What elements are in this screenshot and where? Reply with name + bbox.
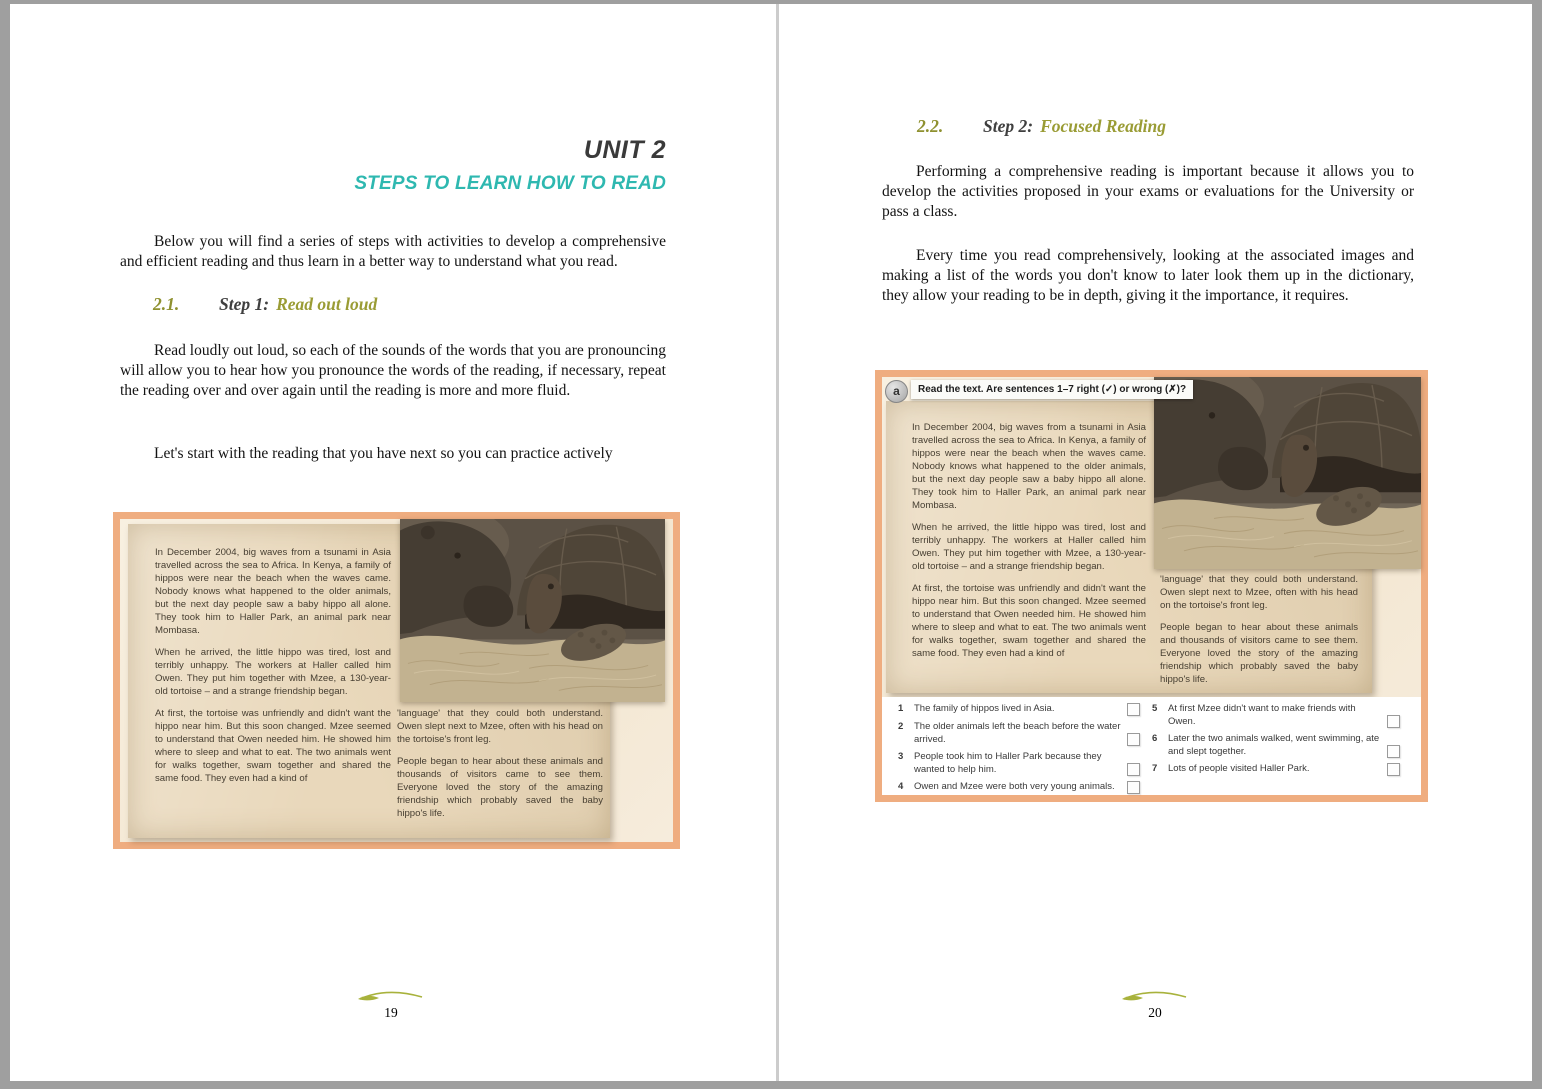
story-paragraph: 'language' that they could both understand. Owen slept next to Mzee, often with his head on the tortoise's front leg. bbox=[397, 708, 603, 745]
story-paragraph: At first, the tortoise was unfriendly and didn't want the hippo near him. But this soon changed. Mzee seemed to understand that Owen needed him. He showed him where to sleep and what to eat. The two animals went for walks together, swam together and shared the same food. They even had a kind of bbox=[155, 708, 391, 784]
story-paragraph: People began to hear about these animals and thousands of visitors came to see them. Everyone loved the story of the amazing friendship which probably saved the baby hippo's life. bbox=[1160, 622, 1358, 685]
exercise-scan-background bbox=[120, 519, 673, 842]
section-number: 2.2. bbox=[917, 116, 944, 136]
page-footer bbox=[331, 988, 451, 1021]
hippo-tortoise-photo bbox=[1154, 377, 1421, 569]
questions-column-1 bbox=[898, 703, 1140, 795]
step1-paragraph: Read loudly out loud, so each of the sounds of the words that you are pronouncing will allow you to hear how you pronounce the words of the reading, if necessary, repeat the reading over and over again until the reading is more and more fluid. bbox=[120, 342, 666, 399]
question-row-3 bbox=[898, 751, 1140, 776]
leaf-swoosh-icon bbox=[356, 988, 426, 1004]
question-text: The older animals left the beach before the water arrived. bbox=[914, 721, 1121, 745]
exercise-letter-badge: a bbox=[885, 380, 908, 403]
answer-checkbox bbox=[1127, 733, 1140, 746]
question-text: Owen and Mzee were both very young animals. bbox=[914, 781, 1115, 792]
story-column-1 bbox=[155, 546, 391, 794]
question-text: At first Mzee didn't want to make friends with Owen. bbox=[1168, 703, 1356, 727]
section-number: 2.1. bbox=[153, 294, 180, 314]
story-paragraph: People began to hear about these animals and thousands of visitors came to see them. Everyone loved the story of the amazing friendship which probably saved the baby hippo's life. bbox=[397, 756, 603, 819]
story-paragraph: When he arrived, the little hippo was tired, lost and terribly unhappy. The workers at Haller called him Owen. They put him together with Mzee, a 130-year-old tortoise – and a strange friendship began. bbox=[155, 647, 391, 697]
story-paragraph: At first, the tortoise was unfriendly and didn't want the hippo near him. But this soon changed. Mzee seemed to understand that Owen needed him. He showed him where to sleep and what to eat. The two animals went for walks together, swam together and shared the same food. They even had a kind of bbox=[912, 583, 1146, 659]
question-text: Lots of people visited Haller Park. bbox=[1168, 763, 1310, 774]
question-number: 2 bbox=[898, 721, 904, 732]
section-heading-2-2 bbox=[917, 116, 1166, 137]
question-number: 4 bbox=[898, 781, 904, 792]
unit-title: UNIT 2 bbox=[583, 136, 666, 164]
story-paragraph: 'language' that they could both understand. Owen slept next to Mzee, often with his head on the tortoise's front leg. bbox=[1160, 574, 1358, 611]
answer-checkbox bbox=[1387, 715, 1400, 728]
question-text: The family of hippos lived in Asia. bbox=[914, 703, 1055, 714]
unit-heading bbox=[120, 136, 666, 195]
question-number: 5 bbox=[1152, 703, 1158, 714]
page-19 bbox=[10, 4, 776, 1081]
answer-checkbox bbox=[1127, 763, 1140, 776]
section-name: Focused Reading bbox=[1040, 116, 1166, 136]
question-text: Later the two animals walked, went swimming, ate and slept together. bbox=[1168, 733, 1380, 757]
question-row-1 bbox=[898, 703, 1140, 716]
story-paragraph: When he arrived, the little hippo was tired, lost and terribly unhappy. The workers at Haller called him Owen. They put him together with Mzee, a 130-year-old tortoise – and a strange friendship began. bbox=[912, 522, 1146, 572]
question-row-2 bbox=[898, 721, 1140, 746]
exercise-scan-background bbox=[882, 377, 1421, 795]
questions-column-2 bbox=[1152, 703, 1400, 795]
question-number: 7 bbox=[1152, 763, 1158, 774]
unit-subtitle: STEPS TO LEARN HOW TO READ bbox=[354, 173, 666, 194]
answer-checkbox bbox=[1127, 703, 1140, 716]
step1-paragraph-2: Let's start with the reading that you have next so you can practice actively bbox=[154, 445, 613, 462]
section-name: Read out loud bbox=[276, 294, 378, 314]
document-spread bbox=[10, 4, 1532, 1081]
step2-paragraph: Performing a comprehensive reading is important because it allows you to develop the activities proposed in your exams or evaluations for the University or pass a class. bbox=[882, 163, 1414, 220]
question-number: 3 bbox=[898, 751, 904, 762]
section-heading-2-1 bbox=[153, 294, 377, 315]
section-prefix: Step 2: bbox=[983, 116, 1034, 136]
question-number: 6 bbox=[1152, 733, 1158, 744]
section-prefix: Step 1: bbox=[219, 294, 270, 314]
answer-checkbox bbox=[1387, 763, 1400, 776]
page-number: 19 bbox=[384, 1005, 398, 1020]
hippo-tortoise-photo bbox=[400, 519, 665, 702]
page-footer bbox=[1095, 988, 1215, 1021]
answer-checkbox bbox=[1127, 781, 1140, 794]
page-number: 20 bbox=[1148, 1005, 1162, 1020]
exercise-image-left bbox=[113, 512, 680, 849]
exercise-instruction: Read the text. Are sentences 1–7 right (✓) or wrong (✗)? bbox=[911, 380, 1193, 399]
story-column-2 bbox=[397, 707, 603, 829]
question-row-5 bbox=[1152, 703, 1400, 728]
question-row-4 bbox=[898, 781, 1140, 794]
intro-paragraph: Below you will find a series of steps with activities to develop a comprehensive and efficient reading and thus learn in a better way to understand what you read. bbox=[120, 233, 666, 270]
question-row-7 bbox=[1152, 763, 1400, 776]
story-paragraph: In December 2004, big waves from a tsunami in Asia travelled across the sea to Africa. In Kenya, a family of hippos were near the beach when the waves came. Nobody knows what happened to the older animals, but the next day people saw a baby hippo all alone. They took him to Haller Park, an animal park near Mombasa. bbox=[155, 547, 391, 636]
leaf-swoosh-icon bbox=[1120, 988, 1190, 1004]
question-text: People took him to Haller Park because they wanted to help him. bbox=[914, 751, 1102, 775]
question-row-6 bbox=[1152, 733, 1400, 758]
story-column-2 bbox=[1160, 573, 1358, 695]
question-number: 1 bbox=[898, 703, 904, 714]
exercise-image-right bbox=[875, 370, 1428, 802]
story-column-1 bbox=[912, 421, 1146, 669]
questions-section bbox=[882, 697, 1421, 795]
answer-checkbox bbox=[1387, 745, 1400, 758]
story-paragraph: In December 2004, big waves from a tsunami in Asia travelled across the sea to Africa. In Kenya, a family of hippos were near the beach when the waves came. Nobody knows what happened to the older animals, but the next day people saw a baby hippo all alone. They took him to Haller Park, an animal park near Mombasa. bbox=[912, 422, 1146, 511]
page-20 bbox=[779, 4, 1532, 1081]
step2-paragraph-2: Every time you read comprehensively, looking at the associated images and making a list of the words you don't know to later look them up in the dictionary, they allow your reading to be in depth, giving it the importance, it requires. bbox=[882, 247, 1414, 304]
